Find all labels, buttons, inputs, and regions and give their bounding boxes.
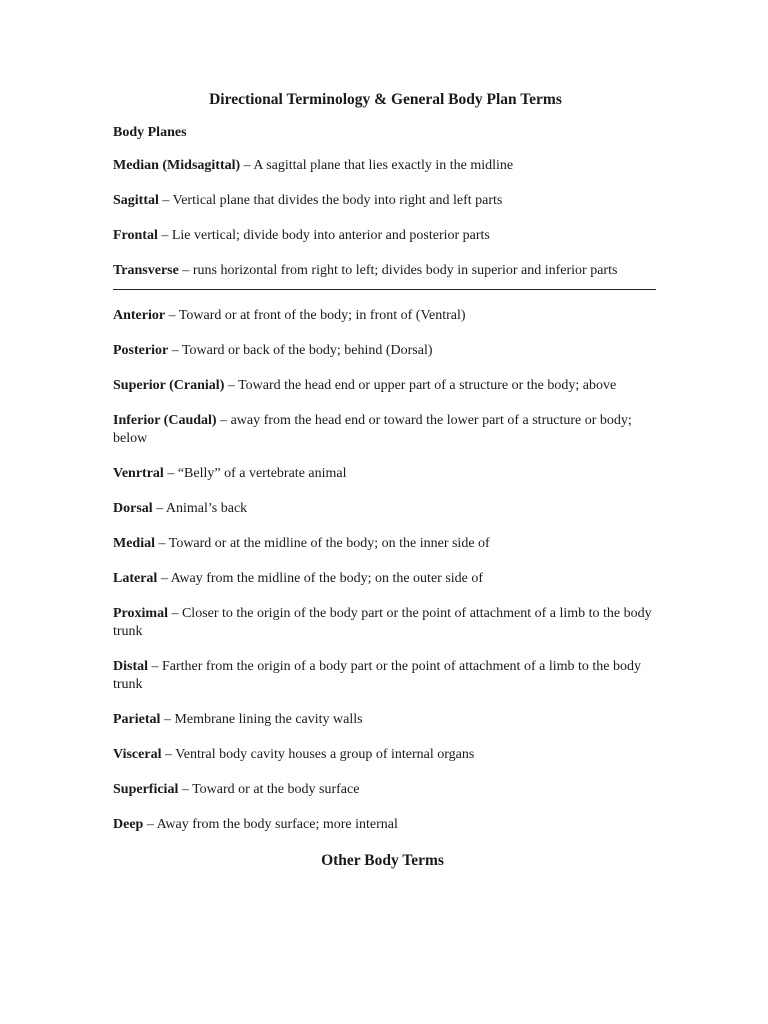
term-label: Medial xyxy=(113,536,155,551)
term-label: Dorsal xyxy=(113,501,153,516)
document-title: Directional Terminology & General Body Plan Terms xyxy=(209,91,562,108)
document-page xyxy=(113,90,658,871)
term-definition: Animal’s back xyxy=(165,501,248,516)
term-definition: Closer to the origin of the body part or the point of attachment of a limb to the body trunk xyxy=(113,606,652,639)
term-definition: A sagittal plane that lies exactly in the midline xyxy=(253,158,514,173)
definition-superior xyxy=(113,377,658,395)
term-definition: Lie vertical; divide body into anterior and posterior parts xyxy=(171,228,490,243)
term-definition: Away from the midline of the body; on the outer side of xyxy=(170,571,484,586)
definition-lateral xyxy=(113,570,658,588)
definition-posterior xyxy=(113,342,658,360)
definition-frontal xyxy=(113,227,658,245)
term-label: Venrtral xyxy=(113,466,164,481)
term-separator: – xyxy=(157,228,172,243)
term-separator: – xyxy=(178,782,193,797)
definition-anterior xyxy=(113,307,658,325)
definition-distal xyxy=(113,658,658,694)
term-separator: – xyxy=(161,747,176,762)
definition-proximal xyxy=(113,605,658,641)
term-separator: – xyxy=(157,571,171,586)
term-label: Superior (Cranial) xyxy=(113,378,225,393)
term-definition: Toward or at the body surface xyxy=(192,782,360,797)
definition-medial xyxy=(113,535,658,553)
term-definition: Away from the body surface; more internal xyxy=(156,817,398,832)
definition-visceral xyxy=(113,746,658,764)
term-label: Anterior xyxy=(113,308,166,323)
term-label: Median (Midsagittal) xyxy=(113,158,241,173)
definition-median xyxy=(113,157,658,175)
term-separator: – xyxy=(178,263,193,278)
term-definition: Toward the head end or upper part of a structure or the body; above xyxy=(238,378,617,393)
term-definition: Farther from the origin of a body part or the point of attachment of a limb to the body trunk xyxy=(113,659,641,692)
term-separator: – xyxy=(165,308,179,323)
definition-superficial xyxy=(113,781,658,799)
term-definition: Vertical plane that divides the body into right and left parts xyxy=(172,193,503,208)
definition-inferior xyxy=(113,412,658,448)
term-label: Inferior (Caudal) xyxy=(113,413,217,428)
definition-parietal xyxy=(113,711,658,729)
term-label: Sagittal xyxy=(113,193,159,208)
term-separator: – xyxy=(158,193,173,208)
term-label: Deep xyxy=(113,817,144,832)
definition-deep xyxy=(113,816,658,834)
section-divider xyxy=(113,289,656,290)
term-separator: – xyxy=(152,501,166,516)
term-definition: Toward or at the midline of the body; on the inner side of xyxy=(168,536,490,551)
term-separator: – xyxy=(240,158,254,173)
term-separator: – xyxy=(224,378,239,393)
definition-transverse xyxy=(113,262,658,280)
term-definition: Membrane lining the cavity walls xyxy=(174,712,363,727)
other-body-terms-heading: Other Body Terms xyxy=(321,852,444,869)
term-definition: runs horizontal from right to left; divides body in superior and inferior parts xyxy=(192,263,618,278)
definition-sagittal xyxy=(113,192,658,210)
term-label: Transverse xyxy=(113,263,179,278)
term-label: Visceral xyxy=(113,747,162,762)
definition-ventral xyxy=(113,465,658,483)
term-separator: – xyxy=(163,466,178,481)
definition-dorsal xyxy=(113,500,658,518)
term-separator: – xyxy=(143,817,157,832)
term-label: Parietal xyxy=(113,712,161,727)
term-definition: Ventral body cavity houses a group of internal organs xyxy=(175,747,475,762)
term-label: Posterior xyxy=(113,343,169,358)
term-definition: Toward or at front of the body; in front of (Ventral) xyxy=(178,308,466,323)
term-label: Lateral xyxy=(113,571,158,586)
term-separator: – xyxy=(168,343,182,358)
term-separator: – xyxy=(167,606,182,621)
term-label: Frontal xyxy=(113,228,158,243)
term-separator: – xyxy=(160,712,175,727)
body-planes-heading: Body Planes xyxy=(113,125,187,140)
term-label: Proximal xyxy=(113,606,168,621)
term-definition: Toward or back of the body; behind (Dorsal) xyxy=(181,343,433,358)
term-definition: away from the head end or toward the lower part of a structure or body; below xyxy=(113,413,632,446)
term-separator: – xyxy=(148,659,162,674)
term-separator: – xyxy=(216,413,231,428)
term-label: Distal xyxy=(113,659,148,674)
term-definition: “Belly” of a vertebrate animal xyxy=(177,466,347,481)
term-separator: – xyxy=(155,536,169,551)
term-label: Superficial xyxy=(113,782,179,797)
